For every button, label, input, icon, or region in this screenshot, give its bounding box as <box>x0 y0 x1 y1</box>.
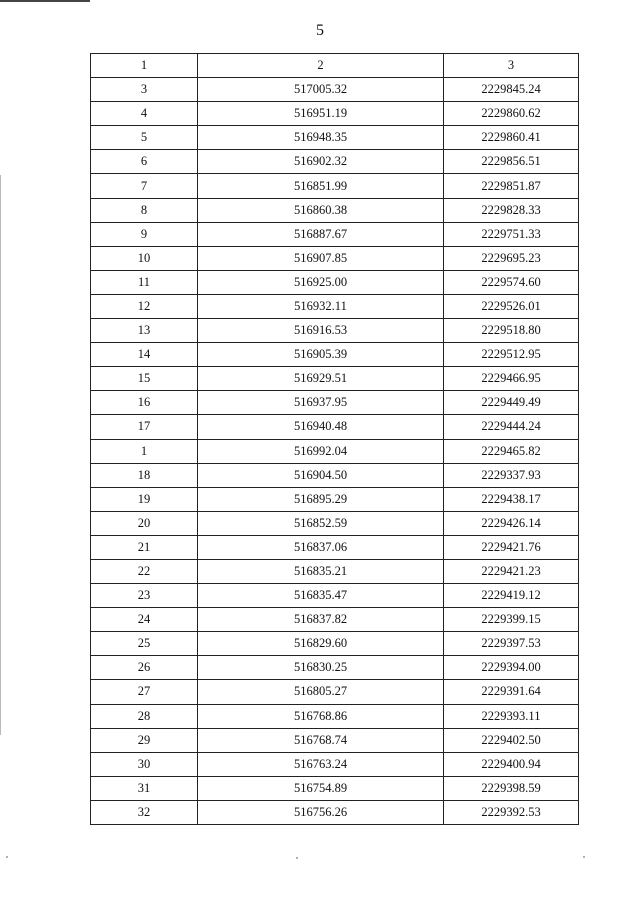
y-coordinate-cell: 2229828.33 <box>444 198 579 222</box>
point-number-cell: 17 <box>91 415 198 439</box>
x-coordinate-cell: 516860.38 <box>198 198 444 222</box>
y-coordinate-cell: 2229426.14 <box>444 511 579 535</box>
x-coordinate-cell: 516754.89 <box>198 776 444 800</box>
point-number-cell: 10 <box>91 246 198 270</box>
table-row <box>91 608 579 632</box>
y-coordinate-cell: 2229518.80 <box>444 319 579 343</box>
table-row <box>91 78 579 102</box>
point-number-cell: 7 <box>91 174 198 198</box>
table-row <box>91 632 579 656</box>
point-number-cell: 5 <box>91 126 198 150</box>
point-number-cell: 6 <box>91 150 198 174</box>
point-number-cell: 24 <box>91 608 198 632</box>
point-number-cell: 13 <box>91 319 198 343</box>
point-number-cell: 14 <box>91 343 198 367</box>
x-coordinate-cell: 516940.48 <box>198 415 444 439</box>
x-coordinate-cell: 516829.60 <box>198 632 444 656</box>
table-header-row <box>91 54 579 78</box>
table-row <box>91 319 579 343</box>
x-coordinate-cell: 516756.26 <box>198 800 444 824</box>
point-number-cell: 31 <box>91 776 198 800</box>
x-coordinate-cell: 516887.67 <box>198 222 444 246</box>
y-coordinate-cell: 2229421.76 <box>444 535 579 559</box>
x-coordinate-cell: 516835.47 <box>198 584 444 608</box>
x-coordinate-cell: 516763.24 <box>198 752 444 776</box>
x-coordinate-cell: 516830.25 <box>198 656 444 680</box>
point-number-cell: 1 <box>91 439 198 463</box>
scan-speck <box>296 857 298 859</box>
table-row <box>91 270 579 294</box>
point-number-cell: 22 <box>91 559 198 583</box>
y-coordinate-cell: 2229337.93 <box>444 463 579 487</box>
table-row <box>91 126 579 150</box>
x-coordinate-cell: 516895.29 <box>198 487 444 511</box>
point-number-cell: 30 <box>91 752 198 776</box>
x-coordinate-cell: 516835.21 <box>198 559 444 583</box>
table-row <box>91 222 579 246</box>
table-row <box>91 656 579 680</box>
table-row <box>91 174 579 198</box>
x-coordinate-cell: 516904.50 <box>198 463 444 487</box>
point-number-cell: 19 <box>91 487 198 511</box>
table-row <box>91 367 579 391</box>
y-coordinate-cell: 2229845.24 <box>444 78 579 102</box>
y-coordinate-cell: 2229397.53 <box>444 632 579 656</box>
y-coordinate-cell: 2229399.15 <box>444 608 579 632</box>
point-number-cell: 11 <box>91 270 198 294</box>
y-coordinate-cell: 2229574.60 <box>444 270 579 294</box>
point-number-cell: 29 <box>91 728 198 752</box>
table-row <box>91 487 579 511</box>
x-coordinate-cell: 516805.27 <box>198 680 444 704</box>
table-row <box>91 415 579 439</box>
x-coordinate-cell: 516837.82 <box>198 608 444 632</box>
column-header-point: 1 <box>91 54 198 78</box>
y-coordinate-cell: 2229393.11 <box>444 704 579 728</box>
y-coordinate-cell: 2229444.24 <box>444 415 579 439</box>
table-row <box>91 800 579 824</box>
point-number-cell: 15 <box>91 367 198 391</box>
x-coordinate-cell: 516851.99 <box>198 174 444 198</box>
point-number-cell: 21 <box>91 535 198 559</box>
x-coordinate-cell: 516902.32 <box>198 150 444 174</box>
table-row <box>91 246 579 270</box>
x-coordinate-cell: 517005.32 <box>198 78 444 102</box>
point-number-cell: 4 <box>91 102 198 126</box>
x-coordinate-cell: 516905.39 <box>198 343 444 367</box>
y-coordinate-cell: 2229851.87 <box>444 174 579 198</box>
point-number-cell: 32 <box>91 800 198 824</box>
point-number-cell: 16 <box>91 391 198 415</box>
x-coordinate-cell: 516929.51 <box>198 367 444 391</box>
x-coordinate-cell: 516925.00 <box>198 270 444 294</box>
y-coordinate-cell: 2229402.50 <box>444 728 579 752</box>
x-coordinate-cell: 516768.86 <box>198 704 444 728</box>
table-row <box>91 463 579 487</box>
scan-edge-line <box>0 175 1 735</box>
table-row <box>91 391 579 415</box>
y-coordinate-cell: 2229394.00 <box>444 656 579 680</box>
point-number-cell: 9 <box>91 222 198 246</box>
table-row <box>91 150 579 174</box>
y-coordinate-cell: 2229695.23 <box>444 246 579 270</box>
column-header-x: 2 <box>198 54 444 78</box>
point-number-cell: 23 <box>91 584 198 608</box>
table-row <box>91 294 579 318</box>
y-coordinate-cell: 2229856.51 <box>444 150 579 174</box>
y-coordinate-cell: 2229400.94 <box>444 752 579 776</box>
point-number-cell: 3 <box>91 78 198 102</box>
x-coordinate-cell: 516937.95 <box>198 391 444 415</box>
y-coordinate-cell: 2229398.59 <box>444 776 579 800</box>
x-coordinate-cell: 516948.35 <box>198 126 444 150</box>
y-coordinate-cell: 2229391.64 <box>444 680 579 704</box>
point-number-cell: 12 <box>91 294 198 318</box>
y-coordinate-cell: 2229438.17 <box>444 487 579 511</box>
x-coordinate-cell: 516951.19 <box>198 102 444 126</box>
x-coordinate-cell: 516837.06 <box>198 535 444 559</box>
table-row <box>91 584 579 608</box>
point-number-cell: 28 <box>91 704 198 728</box>
table-row <box>91 439 579 463</box>
point-number-cell: 25 <box>91 632 198 656</box>
table-row <box>91 704 579 728</box>
scan-edge-mark <box>0 0 90 2</box>
scan-speck <box>6 856 8 858</box>
table-row <box>91 680 579 704</box>
table-body <box>91 78 579 825</box>
x-coordinate-cell: 516992.04 <box>198 439 444 463</box>
table-row <box>91 776 579 800</box>
x-coordinate-cell: 516852.59 <box>198 511 444 535</box>
y-coordinate-cell: 2229465.82 <box>444 439 579 463</box>
page-number: 5 <box>316 22 324 39</box>
y-coordinate-cell: 2229449.49 <box>444 391 579 415</box>
y-coordinate-cell: 2229392.53 <box>444 800 579 824</box>
point-number-cell: 18 <box>91 463 198 487</box>
column-header-y: 3 <box>444 54 579 78</box>
x-coordinate-cell: 516916.53 <box>198 319 444 343</box>
y-coordinate-cell: 2229421.23 <box>444 559 579 583</box>
table-row <box>91 198 579 222</box>
point-number-cell: 26 <box>91 656 198 680</box>
x-coordinate-cell: 516932.11 <box>198 294 444 318</box>
table-row <box>91 535 579 559</box>
point-number-cell: 8 <box>91 198 198 222</box>
y-coordinate-cell: 2229526.01 <box>444 294 579 318</box>
point-number-cell: 27 <box>91 680 198 704</box>
coordinates-table <box>90 53 579 825</box>
x-coordinate-cell: 516768.74 <box>198 728 444 752</box>
y-coordinate-cell: 2229751.33 <box>444 222 579 246</box>
scan-speck <box>583 856 585 858</box>
table-row <box>91 752 579 776</box>
y-coordinate-cell: 2229512.95 <box>444 343 579 367</box>
y-coordinate-cell: 2229860.41 <box>444 126 579 150</box>
y-coordinate-cell: 2229466.95 <box>444 367 579 391</box>
table-row <box>91 511 579 535</box>
table-row <box>91 343 579 367</box>
y-coordinate-cell: 2229860.62 <box>444 102 579 126</box>
table-row <box>91 102 579 126</box>
y-coordinate-cell: 2229419.12 <box>444 584 579 608</box>
table-row <box>91 728 579 752</box>
x-coordinate-cell: 516907.85 <box>198 246 444 270</box>
table-row <box>91 559 579 583</box>
point-number-cell: 20 <box>91 511 198 535</box>
